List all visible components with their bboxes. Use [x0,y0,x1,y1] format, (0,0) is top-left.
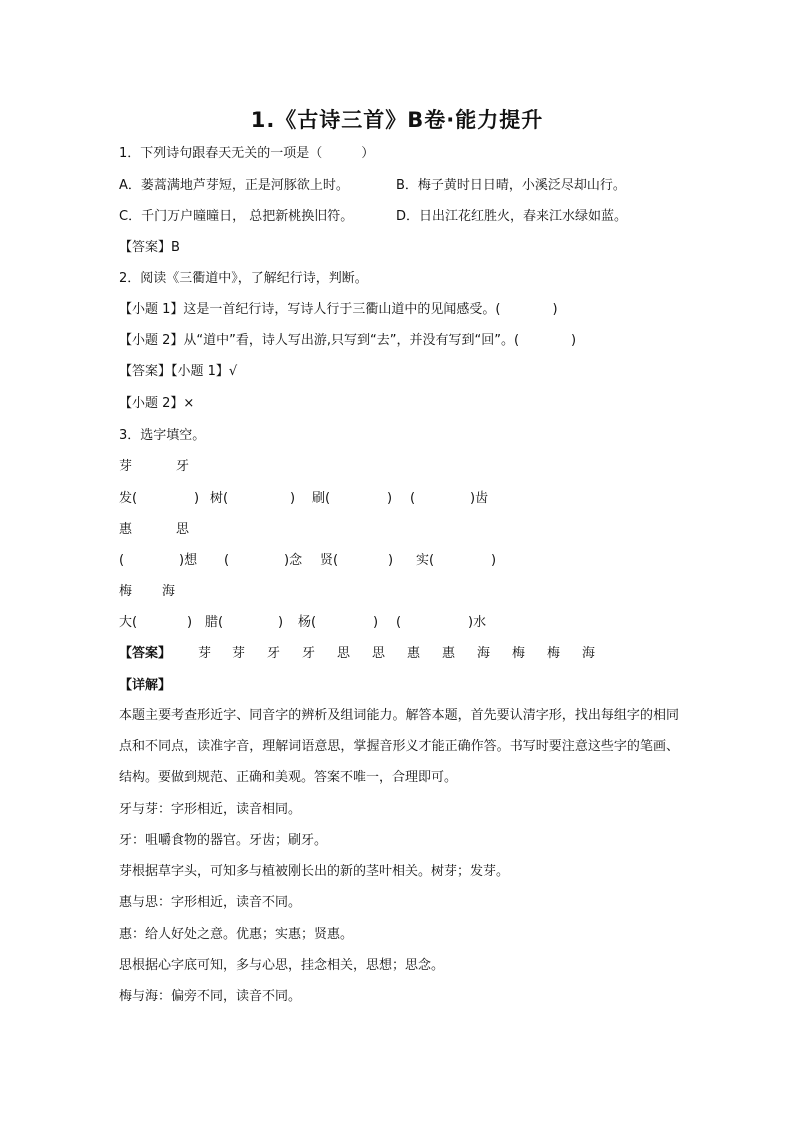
q3-group3-char: 海 [162,584,176,599]
q3-group2-blank: 贤( [320,553,339,568]
q3-answer-char: 惠 [442,646,456,661]
q3-group2-blank: 实( [416,553,435,568]
q3-group2-blank: ) [388,553,394,568]
q2-stem: 2．阅读《三衢道中》，了解纪行诗，判断。 [119,271,368,286]
q3-group1-blank: 发( [119,491,138,506]
q3-answer-char: 惠 [407,646,421,661]
q3-group3-blank: ) [187,615,193,630]
q1-answer: 【答案】B [119,240,180,255]
q1-option-b: B．梅子黄时日日晴，小溪泛尽却山行。 [396,178,626,193]
q3-note: 牙与芽：字形相近，读音相同。 [119,802,302,817]
q3-group2-char: 思 [176,522,190,537]
q3-group1-blank: 刷( [312,491,331,506]
q3-note: 梅与海：偏旁不同，读音不同。 [119,989,302,1004]
q2-answer2: 【小题 2】× [119,396,195,411]
q3-group1-blank: ( [410,491,416,506]
q3-answer-char: 牙 [302,646,316,661]
q3-group2-char: 惠 [119,522,133,537]
q3-detail-paragraph: 本题主要考查形近字、同音字的辨析及组词能力。解答本题，首先要认清字形，找出每组字的相同点和不同点，读准字音，理解词语意思，掌握音形义才能正确作答。书写时要注意这些字的笔画、结构。要做到规范、正确和美观。答案不唯一，合理即可。 [119,708,679,785]
q3-group3-blank: 大( [119,615,138,630]
q3-group1-blank: ) [194,491,200,506]
q3-note: 牙：咀嚼食物的器官。牙齿；刷牙。 [119,833,328,848]
q3-group2-blank: ( [119,553,125,568]
q3-group3-blank: ) [373,615,379,630]
q3-answer-char: 梅 [512,646,526,661]
q3-answer-char: 牙 [267,646,281,661]
q3-group1-blank: ) [290,491,296,506]
q2-answer1: 【答案】【小题 1】√ [119,364,238,379]
q3-group2-blank: )想 [179,553,198,568]
q3-group1-blank: ) [387,491,393,506]
q3-group3-blank: 杨( [298,615,317,630]
q3-group2-blank: ) [491,553,497,568]
q3-detail-label: 【详解】 [119,678,172,693]
q3-answer-char: 海 [477,646,491,661]
q3-answer-char: 海 [582,646,596,661]
q3-note: 思根据心字底可知，多与心思，挂念相关，思想；思念。 [119,958,445,973]
q2-sub2: 【小题 2】从“道中”看，诗人写出游,只写到“去”，并没有写到“回”。( ) [119,333,577,348]
q3-group1-blank: 树( [210,491,229,506]
q3-answer-char: 芽 [232,646,246,661]
q2-sub1: 【小题 1】这是一首纪行诗，写诗人行于三衢山道中的见闻感受。( ) [119,302,558,317]
q1-option-d: D．日出江花红胜火，春来江水绿如蓝。 [396,209,628,224]
q3-group3-blank: )水 [468,615,487,630]
q1-option-a: A．蒌蒿满地芦芽短，正是河豚欲上时。 [119,178,349,193]
q3-group2-blank: ( [224,553,230,568]
q3-answer-char: 思 [337,646,351,661]
q3-answer-char: 梅 [547,646,561,661]
q1-option-c: C．千门万户曈曈日， 总把新桃换旧符。 [119,209,354,224]
q1-stem: 1．下列诗句跟春天无关的一项是（ ） [119,146,375,161]
q3-group1-char: 芽 [119,459,133,474]
q3-group3-char: 梅 [119,584,133,599]
q3-answer-char: 思 [372,646,386,661]
q3-group3-blank: ( [396,615,402,630]
q3-group3-blank: ) [278,615,284,630]
q3-group1-char: 牙 [176,459,190,474]
q3-answer-label: 【答案】 [119,646,172,661]
q3-note: 芽根据草字头，可知多与植被刚长出的新的茎叶相关。树芽；发芽。 [119,864,510,879]
q3-note: 惠与思：字形相近，读音不同。 [119,895,302,910]
q3-answer-char: 芽 [198,646,212,661]
q3-note: 惠：给人好处之意。优惠；实惠；贤惠。 [119,927,354,942]
page-title: 1.《古诗三首》B卷·能力提升 [250,108,544,132]
q3-stem: 3．选字填空。 [119,428,206,443]
q3-group2-blank: )念 [284,553,303,568]
q3-group1-blank: )齿 [470,491,489,506]
q3-group3-blank: 腊( [205,615,224,630]
